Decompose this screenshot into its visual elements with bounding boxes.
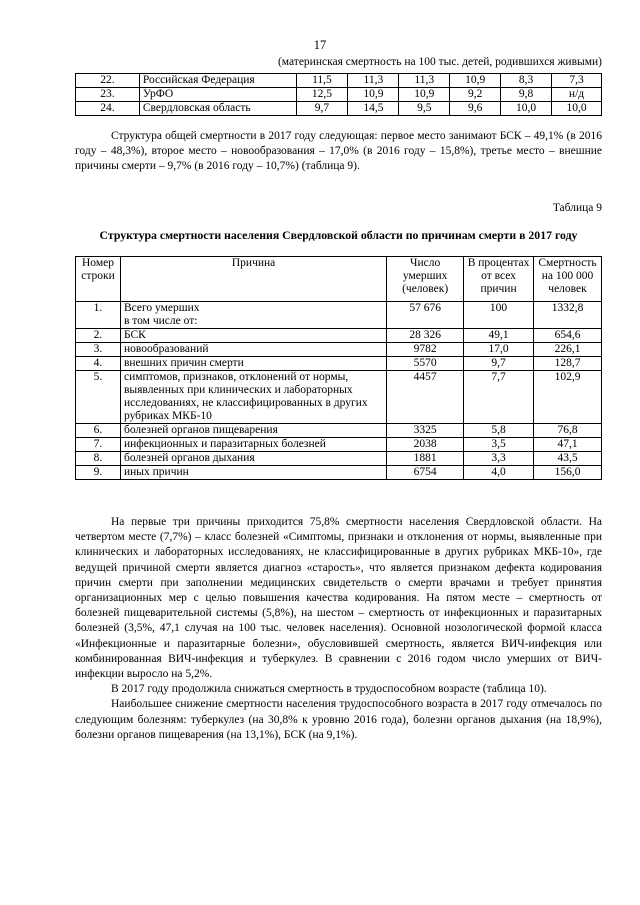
header-row-number: Номер строки [76, 257, 121, 302]
percent-value: 5,8 [464, 424, 534, 438]
value-cell: 10,9 [399, 88, 450, 102]
row-number: 1. [76, 302, 121, 329]
value-cell: 8,3 [501, 74, 552, 88]
value-cell: 10,9 [348, 88, 399, 102]
row-number: 23. [76, 88, 140, 102]
region-name: Свердловская область [139, 102, 296, 116]
value-cell: 14,5 [348, 102, 399, 116]
table-row [76, 438, 602, 452]
percent-value: 3,3 [464, 452, 534, 466]
death-count: 4457 [387, 371, 464, 424]
percent-value: 4,0 [464, 466, 534, 480]
header-death-count: Число умерших (человек) [387, 257, 464, 302]
value-cell: 9,5 [399, 102, 450, 116]
paragraph-mortality-structure [75, 129, 602, 175]
rate-value: 128,7 [534, 357, 602, 371]
cause-text: Всего умерших [123, 302, 200, 314]
cause-cell: симптомов, признаков, отклонений от нормы, выявленных при клинических и лабораторных исследованиях, не классифицированных в других рубриках МКБ-10 [120, 371, 386, 424]
value-cell: 11,5 [296, 74, 348, 88]
row-number: 8. [76, 452, 121, 466]
table-row [76, 302, 602, 329]
row-number: 5. [76, 371, 121, 424]
rate-value: 654,6 [534, 329, 602, 343]
table-row [76, 452, 602, 466]
death-count: 2038 [387, 438, 464, 452]
row-number: 6. [76, 424, 121, 438]
death-count: 5570 [387, 357, 464, 371]
value-cell: н/д [552, 88, 602, 102]
table-row [76, 343, 602, 357]
cause-cell: БСК [120, 329, 386, 343]
table-header-row [76, 257, 602, 302]
value-cell: 7,3 [552, 74, 602, 88]
percent-value: 7,7 [464, 371, 534, 424]
value-cell: 11,3 [348, 74, 399, 88]
table-continuation-caption: (материнская смертность на 100 тыс. детей, родившихся живыми) [277, 56, 602, 68]
table-label: Таблица 9 [552, 202, 602, 214]
table-row [76, 329, 602, 343]
percent-value: 100 [464, 302, 534, 329]
value-cell: 9,7 [296, 102, 348, 116]
table-row [76, 357, 602, 371]
cause-cell: болезней органов дыхания [120, 452, 386, 466]
cause-cell: инфекционных и паразитарных болезней [120, 438, 386, 452]
mortality-by-cause-table [75, 256, 602, 480]
rate-value: 156,0 [534, 466, 602, 480]
cause-cell: внешних причин смерти [120, 357, 386, 371]
table-row [76, 424, 602, 438]
percent-value: 49,1 [464, 329, 534, 343]
paragraph-working-age-decline: Наибольшее снижение смертности населения трудоспособного возраста в 2017 году отмечалось по следующим болезням: туберкулез (на 30,8% к уровню 2016 года), болезни органов дыхания (на 18,9%), болезни органов пищеварения (на 13,1%), БСК (на 9,1%). [75, 698, 602, 741]
death-count: 6754 [387, 466, 464, 480]
value-cell: 9,8 [501, 88, 552, 102]
percent-value: 9,7 [464, 357, 534, 371]
paragraph-top-causes: На первые три причины приходится 75,8% смертности населения Свердловской области. На четвертом месте (7,7%) – класс болезней «Симптомы, признаки и отклонения от нормы, выявленные при клинических и лабораторных исследованиях, не классифицированные в других рубриках МКБ-10», где ведущей причиной смерти является диагноз «старость», что является признаком дефекта кодирования причин смерти при заполнении медицинских свидетельств о смерти врачами и требует принятия организационных мер с целью повышения качества кодирования. На пятом месте – смертность от болезней пищеварительной системы (5,8%), на шестом – смертность от инфекционных и паразитарных болезней (3,5%, 47,1 случая на 100 тыс. человек населения). Основной нозологической формой класса «Инфекционные и паразитарные болезни», обусловившей смертность, является ВИЧ-инфекция или комбинированная ВИЧ-инфекция и туберкулез. В сравнении с 2016 годом число умерших от ВИЧ-инфекции выросло на 5,2%. [75, 516, 602, 681]
value-cell: 9,2 [450, 88, 501, 102]
value-cell: 11,3 [399, 74, 450, 88]
rate-value: 102,9 [534, 371, 602, 424]
region-name: Российская Федерация [139, 74, 296, 88]
percent-value: 3,5 [464, 438, 534, 452]
row-number: 7. [76, 438, 121, 452]
cause-cell: иных причин [120, 466, 386, 480]
table-title: Структура смертности населения Свердловской области по причинам смерти в 2017 году [99, 228, 578, 242]
rate-value: 47,1 [534, 438, 602, 452]
table-row [76, 371, 602, 424]
value-cell: 9,6 [450, 102, 501, 116]
body-text [75, 515, 602, 743]
value-cell: 10,0 [501, 102, 552, 116]
rate-value: 43,5 [534, 452, 602, 466]
percent-value: 17,0 [464, 343, 534, 357]
death-count: 9782 [387, 343, 464, 357]
table-row [76, 102, 602, 116]
cause-subtext: в том числе от: [123, 315, 198, 327]
row-number: 4. [76, 357, 121, 371]
value-cell: 12,5 [296, 88, 348, 102]
region-name: УрФО [139, 88, 296, 102]
row-number: 3. [76, 343, 121, 357]
row-number: 22. [76, 74, 140, 88]
rate-value: 1332,8 [534, 302, 602, 329]
table-row [76, 74, 602, 88]
paragraph-working-age-trend: В 2017 году продолжила снижаться смертность в трудоспособном возрасте (таблица 10). [111, 683, 547, 696]
row-number: 9. [76, 466, 121, 480]
death-count: 57 676 [387, 302, 464, 329]
value-cell: 10,0 [552, 102, 602, 116]
paragraph-text: Структура общей смертности в 2017 году следующая: первое место занимают БСК – 49,1% (в 2016 году – 48,3%), второе место – новообразования – 17,0% (в 2016 году – 15,8%), третье место – внешние причины смерти – 9,7% (в 2016 году – 10,7%) (таблица 9). [75, 130, 602, 173]
rate-value: 76,8 [534, 424, 602, 438]
table-row [76, 466, 602, 480]
value-cell: 10,9 [450, 74, 501, 88]
maternal-mortality-table-continuation [75, 73, 602, 116]
header-percent: В процентах от всех причин [464, 257, 534, 302]
cause-cell: новообразований [120, 343, 386, 357]
rate-value: 226,1 [534, 343, 602, 357]
death-count: 3325 [387, 424, 464, 438]
death-count: 1881 [387, 452, 464, 466]
cause-cell: болезней органов пищеварения [120, 424, 386, 438]
death-count: 28 326 [387, 329, 464, 343]
header-rate: Смертность на 100 000 человек [534, 257, 602, 302]
table-row [76, 88, 602, 102]
header-cause: Причина [120, 257, 386, 302]
cause-cell [120, 302, 386, 329]
row-number: 2. [76, 329, 121, 343]
page-number: 17 [313, 38, 327, 52]
row-number: 24. [76, 102, 140, 116]
